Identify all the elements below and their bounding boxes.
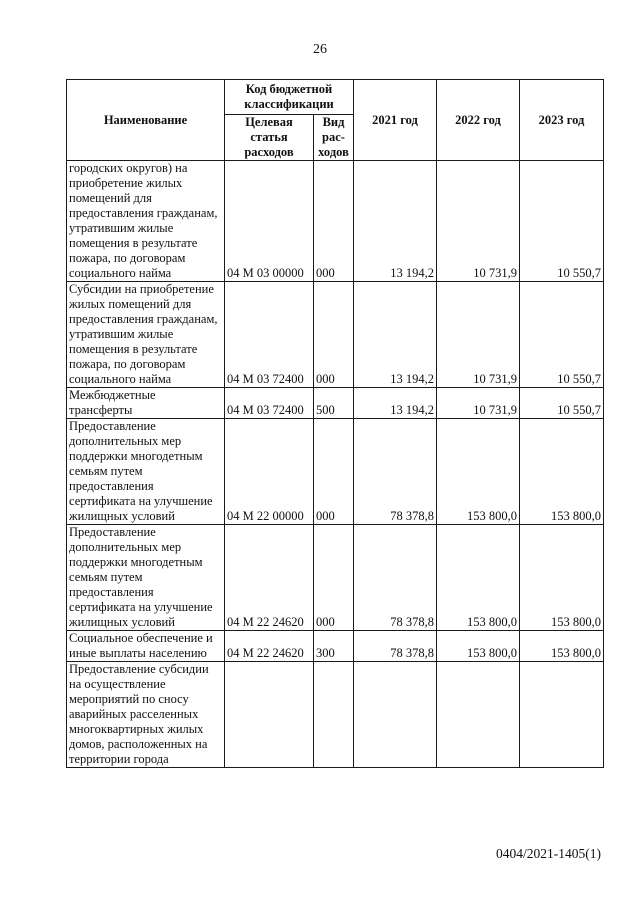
- row-2021: 78 378,8: [354, 419, 437, 525]
- row-2023: [520, 662, 604, 768]
- table-row: [67, 419, 604, 525]
- row-name: Межбюджетные трансферты: [67, 388, 225, 419]
- table-row: [67, 388, 604, 419]
- row-2022: 10 731,9: [437, 161, 520, 282]
- table-row: [67, 631, 604, 662]
- table-row: [67, 161, 604, 282]
- row-code: 04 М 22 24620: [225, 525, 314, 631]
- row-kind: 000: [314, 161, 354, 282]
- row-kind: [314, 662, 354, 768]
- row-name: городских округов) на приобретение жилых помещений для предоставления гражданам, утратившим жилые помещения в результате пожара, по договорам социального найма: [67, 161, 225, 282]
- header-2023: 2023 год: [520, 80, 604, 161]
- row-2023: 153 800,0: [520, 631, 604, 662]
- header-2021: 2021 год: [354, 80, 437, 161]
- row-code: 04 М 03 72400: [225, 388, 314, 419]
- row-kind: 000: [314, 282, 354, 388]
- row-code: [225, 662, 314, 768]
- row-name: Предоставление дополнительных мер поддержки многодетным семьям путем предоставления сертификата на улучшение жилищных условий: [67, 419, 225, 525]
- row-2022: [437, 662, 520, 768]
- row-2023: 10 550,7: [520, 161, 604, 282]
- row-2023: 10 550,7: [520, 388, 604, 419]
- row-kind: 500: [314, 388, 354, 419]
- row-2022: 153 800,0: [437, 525, 520, 631]
- row-2023: 153 800,0: [520, 419, 604, 525]
- row-kind: 000: [314, 525, 354, 631]
- table-row: [67, 662, 604, 768]
- table-row: [67, 525, 604, 631]
- row-2021: 78 378,8: [354, 631, 437, 662]
- header-target-article: Целевая статья расходов: [225, 115, 314, 161]
- row-2021: 13 194,2: [354, 161, 437, 282]
- row-2021: 78 378,8: [354, 525, 437, 631]
- row-2022: 153 800,0: [437, 419, 520, 525]
- row-2022: 10 731,9: [437, 388, 520, 419]
- row-code: 04 М 22 24620: [225, 631, 314, 662]
- row-2022: 10 731,9: [437, 282, 520, 388]
- row-name: Предоставление субсидии на осуществление мероприятий по сносу аварийных расселенных многоквартирных жилых домов, расположенных на территории города: [67, 662, 225, 768]
- row-2023: 153 800,0: [520, 525, 604, 631]
- page-number: 26: [313, 42, 327, 57]
- table-header-row: [67, 80, 604, 115]
- table-row: [67, 282, 604, 388]
- row-kind: 000: [314, 419, 354, 525]
- header-expense-kind: Вид рас-ходов: [314, 115, 354, 161]
- document-footer-code: 0404/2021-1405(1): [496, 846, 601, 861]
- row-code: 04 М 22 00000: [225, 419, 314, 525]
- row-2021: 13 194,2: [354, 388, 437, 419]
- row-2021: [354, 662, 437, 768]
- row-code: 04 М 03 00000: [225, 161, 314, 282]
- header-2022: 2022 год: [437, 80, 520, 161]
- row-code: 04 М 03 72400: [225, 282, 314, 388]
- row-kind: 300: [314, 631, 354, 662]
- row-2021: 13 194,2: [354, 282, 437, 388]
- row-name: Субсидии на приобретение жилых помещений для предоставления гражданам, утратившим жилые помещения в результате пожара, по договорам социального найма: [67, 282, 225, 388]
- row-name: Социальное обеспечение и иные выплаты населению: [67, 631, 225, 662]
- header-name: Наименование: [67, 80, 225, 161]
- row-2023: 10 550,7: [520, 282, 604, 388]
- row-name: Предоставление дополнительных мер поддержки многодетным семьям путем предоставления сертификата на улучшение жилищных условий: [67, 525, 225, 631]
- budget-table: [66, 79, 604, 768]
- header-code-group: Код бюджетной классификации: [225, 80, 354, 115]
- row-2022: 153 800,0: [437, 631, 520, 662]
